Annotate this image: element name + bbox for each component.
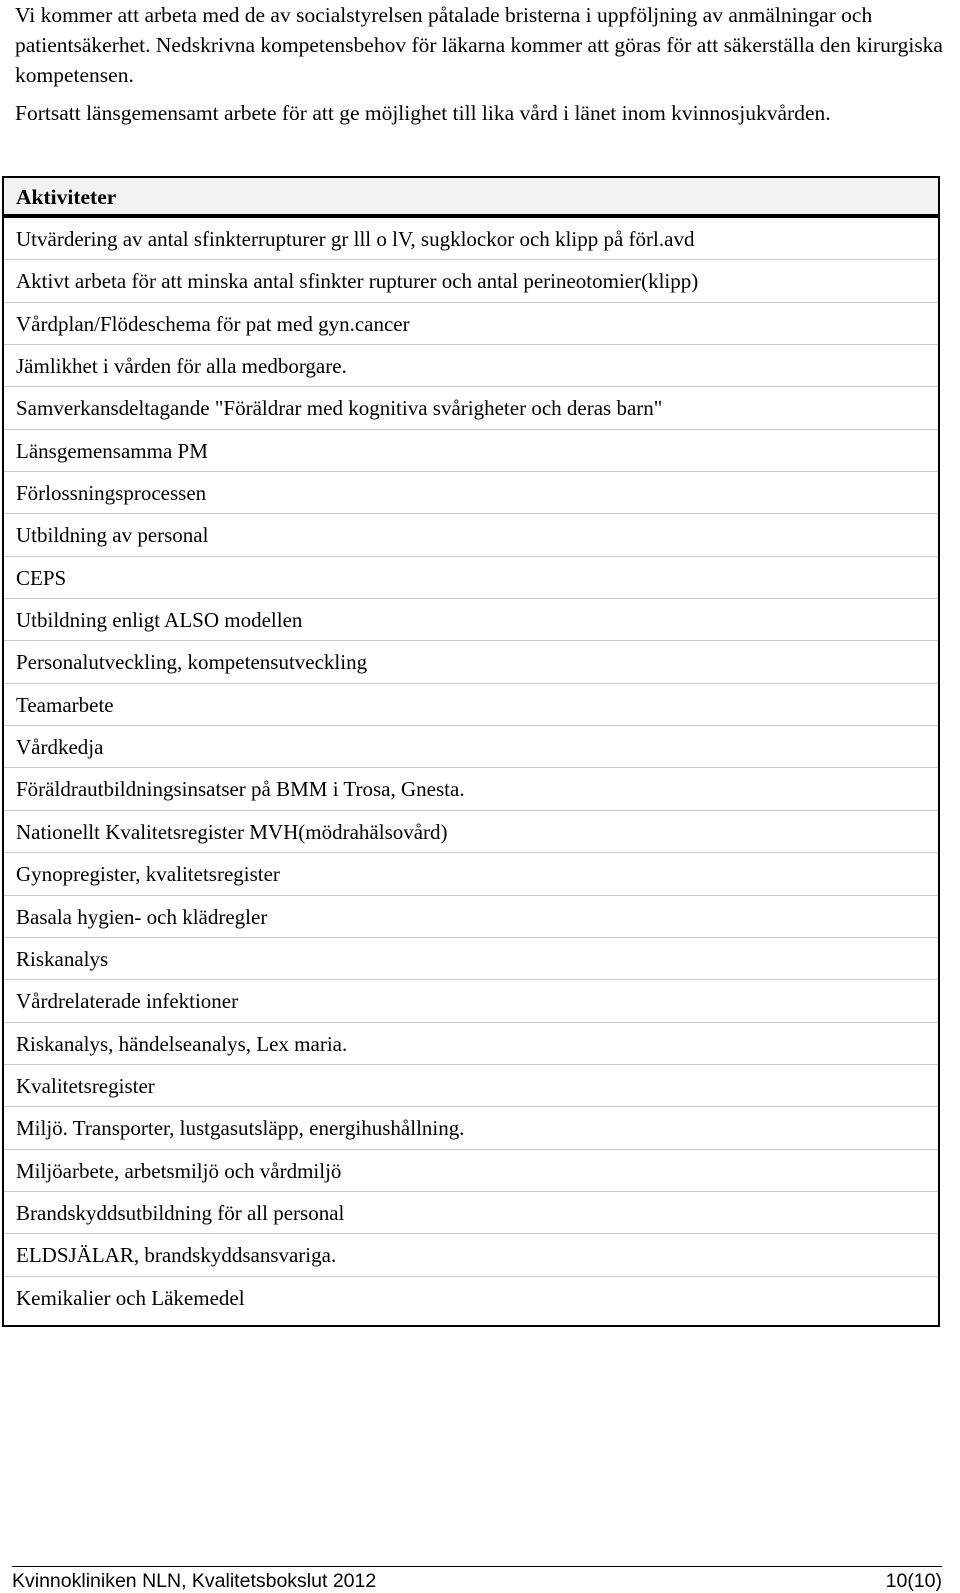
activity-row: Gynopregister, kvalitetsregister — [4, 853, 938, 895]
activity-row: Kemikalier och Läkemedel — [16, 1285, 245, 1310]
activity-row: Samverkansdeltagande "Föräldrar med kognitiva svårigheter och deras barn" — [4, 387, 938, 429]
activity-row: Miljö. Transporter, lustgasutsläpp, energihushållning. — [4, 1107, 938, 1149]
activities-table — [2, 176, 940, 1327]
activity-row: Utvärdering av antal sfinkterrupturer gr lll o lV, sugklockor och klipp på förl.avd — [4, 218, 938, 260]
activity-row: CEPS — [4, 557, 938, 599]
footer-document-title: Kvinnokliniken NLN, Kvalitetsbokslut 2012 — [12, 1570, 377, 1592]
activities-heading: Aktiviteter — [4, 178, 938, 218]
activity-row: ELDSJÄLAR, brandskyddsansvariga. — [4, 1234, 938, 1276]
activity-row: Länsgemensamma PM — [4, 430, 938, 472]
intro-text — [15, 0, 945, 128]
activity-row: Basala hygien- och klädregler — [4, 896, 938, 938]
activity-row: Förlossningsprocessen — [4, 472, 938, 514]
footer-divider — [12, 1566, 942, 1567]
activity-row: Kvalitetsregister — [4, 1065, 938, 1107]
activity-row: Riskanalys, händelseanalys, Lex maria. — [4, 1023, 938, 1065]
activity-row: Vårdplan/Flödeschema för pat med gyn.cancer — [4, 303, 938, 345]
activity-row: Nationellt Kvalitetsregister MVH(mödrahälsovård) — [4, 811, 938, 853]
activity-row: Teamarbete — [4, 684, 938, 726]
activity-row: Vårdrelaterade infektioner — [4, 980, 938, 1022]
footer-page-number: 10(10) — [885, 1570, 942, 1592]
activity-row: Personalutveckling, kompetensutveckling — [4, 641, 938, 683]
activity-row: Miljöarbete, arbetsmiljö och vårdmiljö — [4, 1150, 938, 1192]
activity-row: Föräldrautbildningsinsatser på BMM i Trosa, Gnesta. — [4, 768, 938, 810]
activity-row: Utbildning enligt ALSO modellen — [4, 599, 938, 641]
activity-row: Utbildning av personal — [4, 514, 938, 556]
activity-row: Jämlikhet i vården för alla medborgare. — [4, 345, 938, 387]
activity-row: Vårdkedja — [4, 726, 938, 768]
intro-paragraph-1: Vi kommer att arbeta med de av socialstyrelsen påtalade bristerna i uppföljning av anmälningar och patientsäkerhet. Nedskrivna kompetensbehov för läkarna kommer att göras för att säkerställa den kirurgiska kompetensen. — [15, 3, 943, 87]
activity-row: Aktivt arbeta för att minska antal sfinkter rupturer och antal perineotomier(klipp) — [4, 260, 938, 302]
activity-row: Brandskyddsutbildning för all personal — [4, 1192, 938, 1234]
activity-row: Riskanalys — [4, 938, 938, 980]
intro-paragraph-2: Fortsatt länsgemensamt arbete för att ge möjlighet till lika vård i länet inom kvinnosjukvården. — [15, 101, 831, 125]
page-footer — [12, 1570, 942, 1592]
